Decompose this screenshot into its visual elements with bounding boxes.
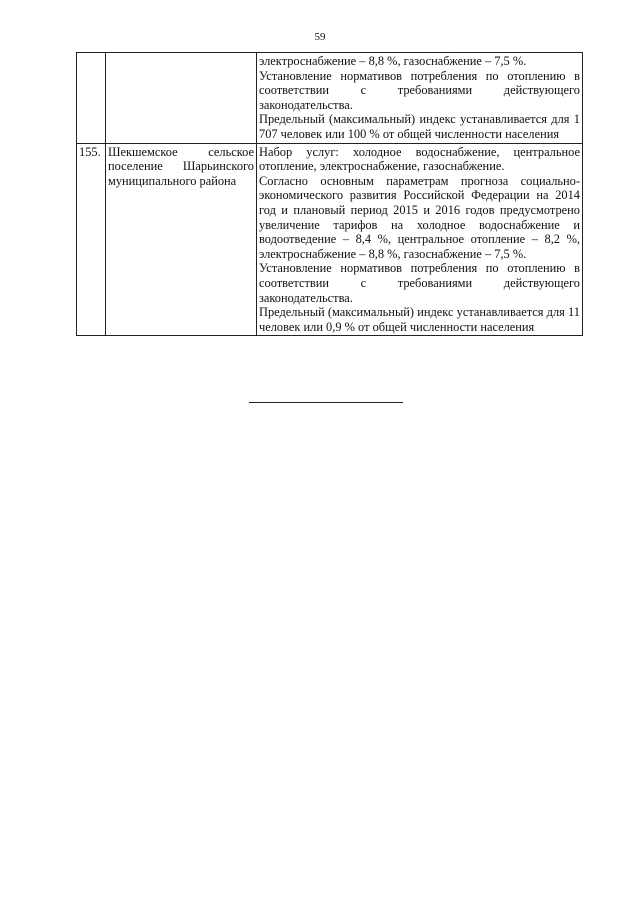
row-number-cell: 155. [77,143,106,336]
description-paragraph: Набор услуг: холодное водоснабжение, центральное отопление, электроснабжение, газоснабжение. [259,144,580,174]
end-divider-line [249,402,403,403]
description-cell [257,143,583,336]
description-cell [257,53,583,144]
page-number: 59 [314,31,326,43]
description-paragraph: Установление нормативов потребления по отоплению в соответствии с требованиями действующего законодательства. [259,261,580,305]
table-row [77,143,583,336]
municipality-name-cell [106,53,257,144]
description-paragraph: Предельный (максимальный) индекс устанавливается для 1 707 человек или 100 % от общей численности населения [259,112,580,141]
description-paragraph: Согласно основным параметрам прогноза социально-экономического развития Российской Федерации на 2014 год и плановый период 2015 и 2016 годов предусмотрено увеличение тарифов на холодное водоснабжение и водоотведение – 8,4 %, центральное отопление – 8,2 %, электроснабжение – 8,8 %, газоснабжение – 7,5 %. [259,173,580,261]
description-paragraph: Предельный (максимальный) индекс устанавливается для 11 человек или 0,9 % от общей численности населения [259,305,580,334]
table-row [77,53,583,144]
municipality-table [76,52,583,336]
row-number-cell [77,53,106,144]
description-paragraph: Установление нормативов потребления по отоплению в соответствии с требованиями действующего законодательства. [259,68,580,112]
municipality-name-cell: Шекшемское сельское поселение Шарьинского муниципального района [106,143,257,336]
description-paragraph: электроснабжение – 8,8 %, газоснабжение – 7,5 %. [259,54,527,68]
